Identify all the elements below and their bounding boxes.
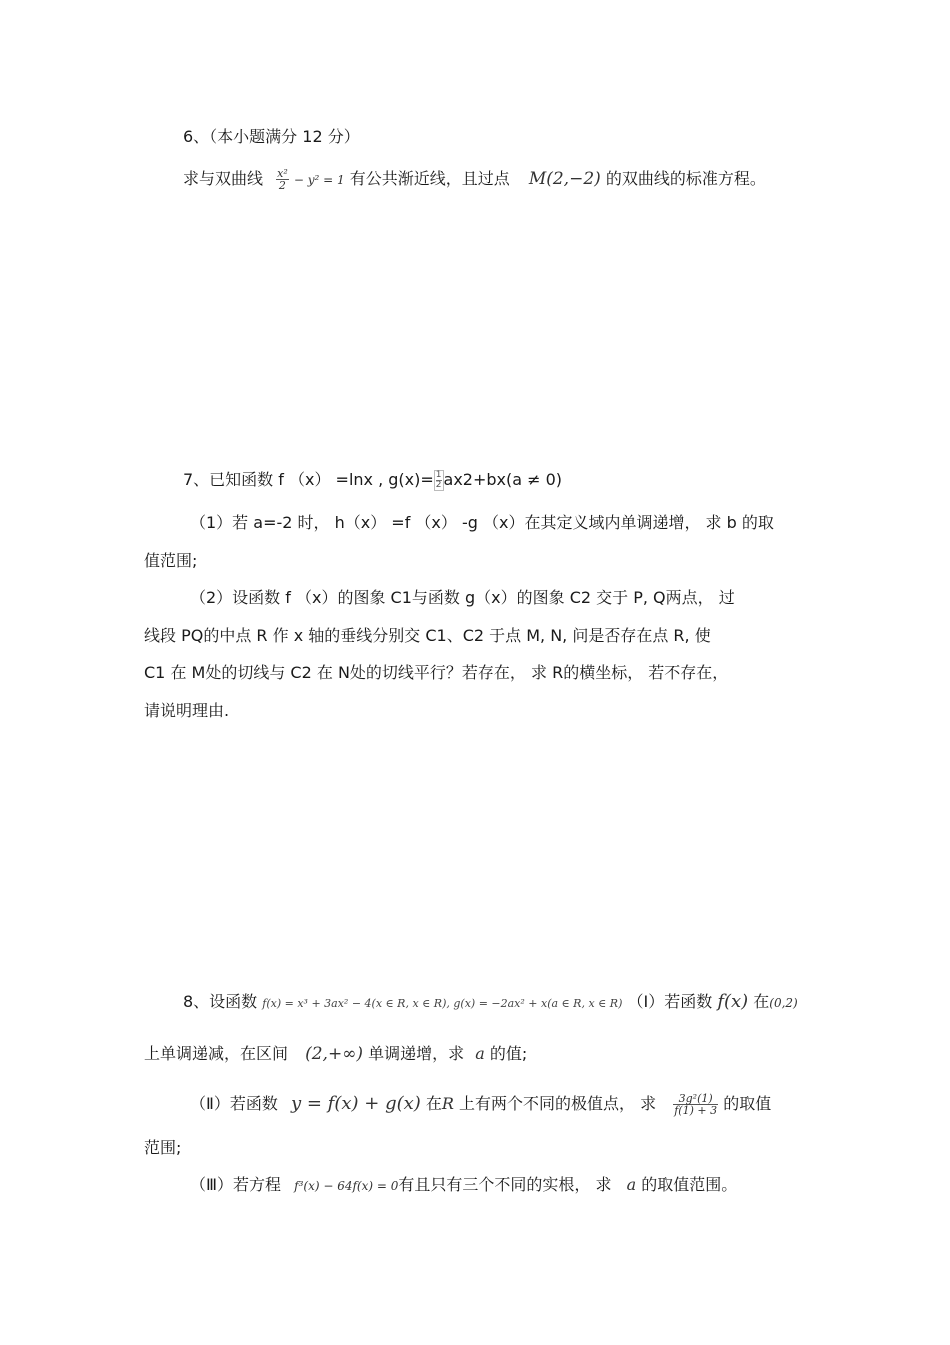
q8-l3-text-d: 的取值 <box>723 1094 772 1113</box>
q8-var-a: a <box>475 1044 485 1063</box>
q6-line1 <box>183 168 766 191</box>
q8-interval-0-2: (0,2) <box>769 996 798 1010</box>
q7-text-a: 7、已知函数 f （x） =lnx , g(x)= <box>183 470 434 489</box>
q7-line6: C1 在 M处的切线与 C2 在 N处的切线平行？若存在， 求 R的横坐标， 若不存在， <box>144 663 729 682</box>
q6-eq-rest: − y² = 1 <box>293 173 345 187</box>
q8-l3-text-b: 在 <box>425 1094 442 1113</box>
q6-heading: 6、（本小题满分 12 分） <box>183 127 360 146</box>
q8-text-c: 在 <box>753 992 770 1011</box>
q6-frac-num: x² <box>277 167 288 180</box>
q8-ratio-den: f(1) + 3 <box>674 1104 718 1117</box>
q7-line3: 值范围; <box>144 551 198 570</box>
q8-ratio-fraction <box>673 1093 718 1116</box>
q6-hyperbola-fraction <box>276 168 289 191</box>
q8-l5-var-a: a <box>626 1175 637 1194</box>
q7-frac-num: 1 <box>435 470 442 480</box>
q7-line7: 请说明理由. <box>144 701 230 720</box>
q8-set-R: R <box>441 1094 454 1113</box>
q8-ratio-num: 3g²(1) <box>673 1093 718 1105</box>
q8-equation: f³(x) − 64f(x) = 0 <box>294 1179 399 1193</box>
q8-line5 <box>190 1174 737 1197</box>
q7-line5: 线段 PQ的中点 R 作 x 轴的垂线分别交 C1、C2 于点 M, N, 问是否存在点 R, 使 <box>144 626 711 645</box>
q6-point: M(2,−2) <box>528 169 601 189</box>
q6-frac-den: 2 <box>278 179 286 192</box>
q8-l3-text-c: 上有两个不同的极值点， 求 <box>459 1094 657 1113</box>
q8-interval-2-inf: (2,+∞) <box>305 1044 363 1064</box>
q8-sum-function: y = f(x) + g(x) <box>290 1093 421 1114</box>
q8-line4: 范围; <box>144 1138 182 1157</box>
q8-l2-text-b: 单调递增，求 <box>368 1044 465 1063</box>
q8-line1 <box>183 991 798 1015</box>
q8-text-b: （Ⅰ）若函数 <box>627 992 713 1011</box>
q8-line3 <box>190 1093 771 1116</box>
q6-text-a: 求与双曲线 <box>183 169 264 188</box>
q8-text-a: 8、设函数 <box>183 992 258 1011</box>
q8-l5-text-b: 有且只有三个不同的实根， 求 <box>398 1175 612 1194</box>
q7-half-fraction <box>434 470 444 491</box>
q7-text-b: ax2+bx(a ≠ 0) <box>443 470 563 489</box>
q7-line4: （2）设函数 f （x）的图象 C1与函数 g（x）的图象 C2 交于 P, Q两点， 过 <box>190 588 735 607</box>
q8-function-defs: f(x) = x³ + 3ax² − 4(x ∈ R, x ∈ R), g(x) = −2ax² + x(a ∈ R, x ∈ R) <box>262 997 623 1010</box>
q8-fx: f(x) <box>717 991 749 1012</box>
q8-l2-text-c: 的值; <box>489 1044 528 1063</box>
q8-l2-text-a: 上单调递减，在区间 <box>144 1044 289 1063</box>
q7-line1 <box>183 469 562 491</box>
q8-line2 <box>144 1043 527 1065</box>
q6-text-b: 有公共渐近线，且过点 <box>349 169 510 188</box>
q8-l5-text-c: 的取值范围。 <box>641 1175 738 1194</box>
q7-frac-den: 2 <box>435 480 442 490</box>
q8-l3-text-a: （Ⅱ）若函数 <box>190 1094 278 1113</box>
q7-line2: （1）若 a=-2 时， h（x） =f （x） -g （x）在其定义域内单调递增， 求 b 的取 <box>190 513 774 532</box>
q6-text-c: 的双曲线的标准方程。 <box>605 169 766 188</box>
q8-l5-text-a: （Ⅲ）若方程 <box>190 1175 282 1194</box>
